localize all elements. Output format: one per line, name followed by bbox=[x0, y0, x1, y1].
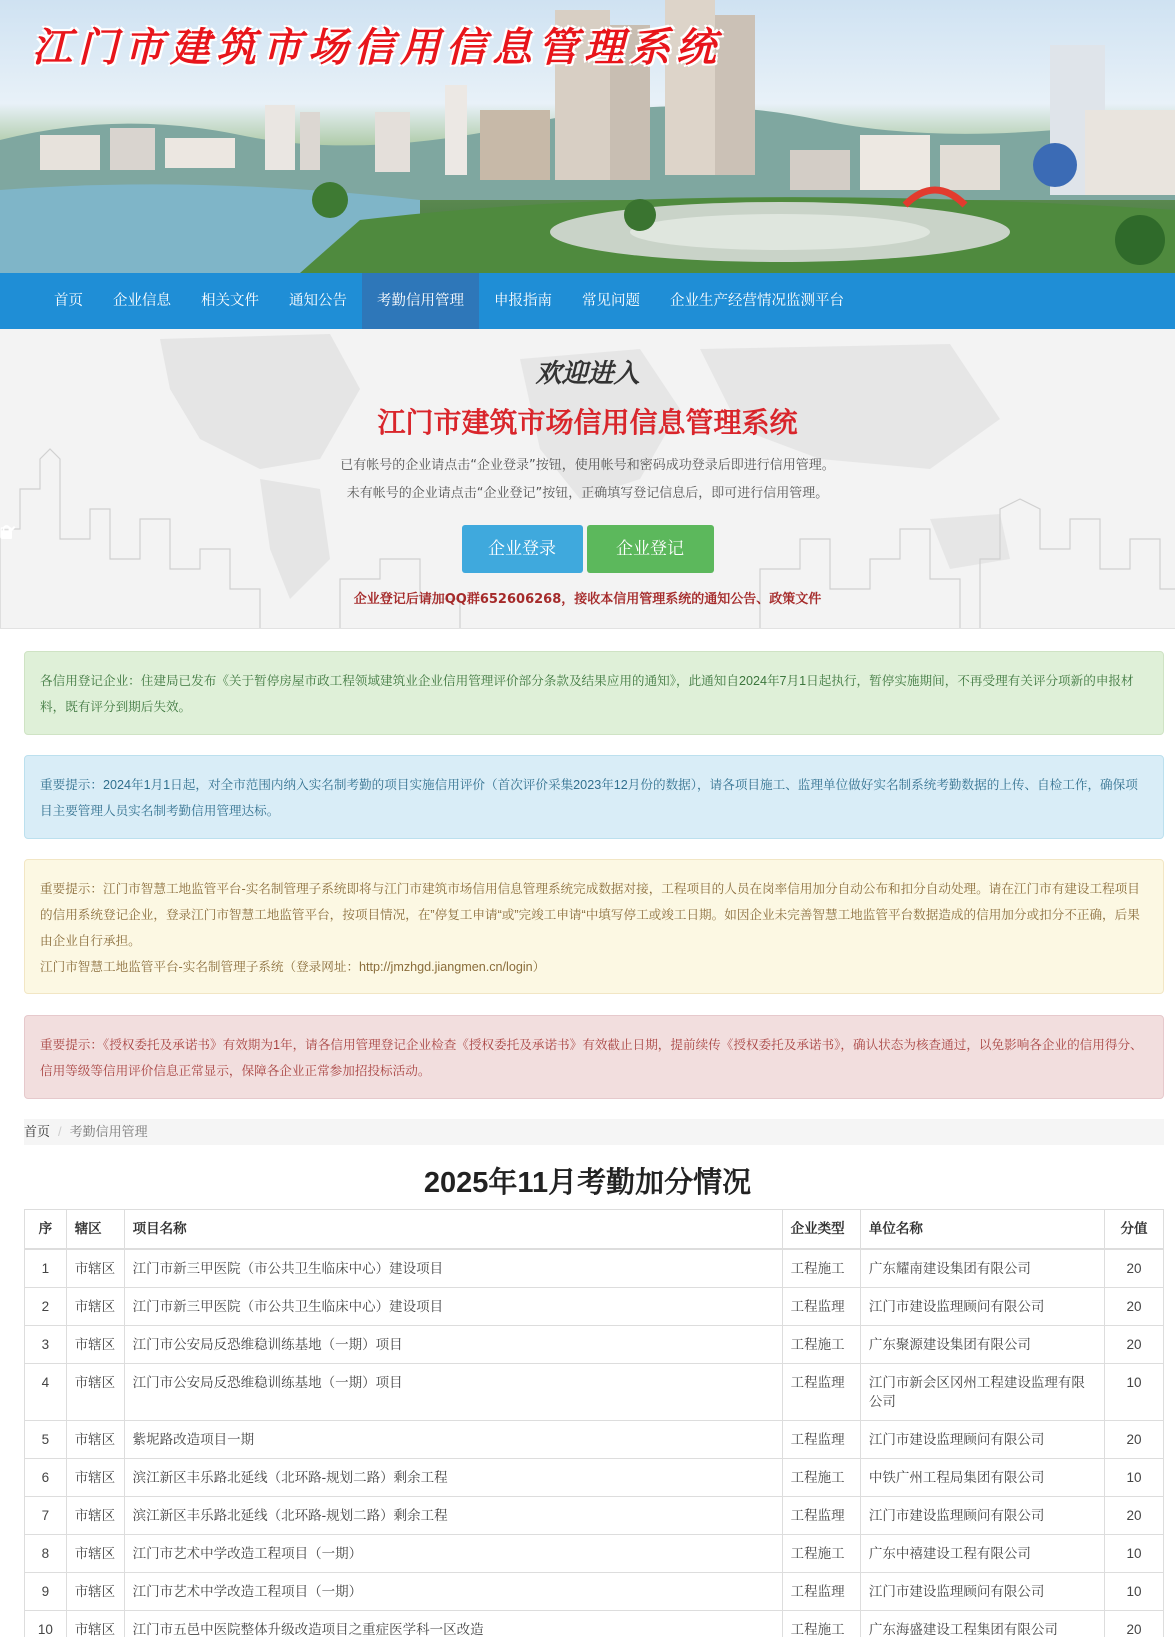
login-instruction: 已有帐号的企业请点击“企业登录”按钮，使用帐号和密码成功登录后即进行信用管理。 bbox=[340, 458, 835, 473]
col-header-score: 分值 bbox=[1104, 1210, 1163, 1250]
cell-score: 20 bbox=[1104, 1421, 1163, 1459]
col-header-company: 单位名称 bbox=[860, 1210, 1104, 1250]
cell-company: 广东海盛建设工程集团有限公司 bbox=[860, 1611, 1104, 1637]
cell-type: 工程施工 bbox=[782, 1611, 860, 1637]
cell-score: 20 bbox=[1104, 1611, 1163, 1637]
col-header-district: 辖区 bbox=[66, 1210, 124, 1250]
cell-district: 市辖区 bbox=[66, 1326, 124, 1364]
breadcrumb-separator: / bbox=[58, 1124, 62, 1139]
cell-company: 江门市建设监理顾问有限公司 bbox=[860, 1497, 1104, 1535]
cell-type: 工程监理 bbox=[782, 1573, 860, 1611]
cell-type: 工程监理 bbox=[782, 1364, 860, 1421]
table-row bbox=[25, 1611, 1164, 1637]
register-instruction: 未有帐号的企业请点击“企业登记”按钮，正确填写登记信息后，即可进行信用管理。 bbox=[346, 486, 829, 501]
cell-company: 江门市建设监理顾问有限公司 bbox=[860, 1573, 1104, 1611]
table-row bbox=[25, 1249, 1164, 1288]
enterprise-register-label: 企业登记 bbox=[616, 539, 684, 558]
cell-type: 工程监理 bbox=[782, 1421, 860, 1459]
cell-no: 9 bbox=[25, 1573, 67, 1611]
table-header-row bbox=[25, 1210, 1164, 1250]
main-nav bbox=[0, 273, 1175, 329]
table-row bbox=[25, 1535, 1164, 1573]
enterprise-login-button[interactable] bbox=[462, 525, 583, 573]
nav-item-home[interactable]: 首页 bbox=[54, 293, 83, 309]
cell-no: 4 bbox=[25, 1364, 67, 1421]
col-header-no: 序 bbox=[25, 1210, 67, 1250]
cell-project: 江门市公安局反恐维稳训练基地（一期）项目 bbox=[124, 1326, 782, 1364]
cell-type: 工程施工 bbox=[782, 1459, 860, 1497]
enterprise-login-label: 企业登录 bbox=[488, 539, 556, 558]
cell-score: 20 bbox=[1104, 1249, 1163, 1288]
table-row bbox=[25, 1421, 1164, 1459]
cell-no: 3 bbox=[25, 1326, 67, 1364]
cell-project: 江门市五邑中医院整体升级改造项目之重症医学科一区改造 bbox=[124, 1611, 782, 1637]
edit-icon bbox=[0, 525, 16, 540]
cell-company: 江门市建设监理顾问有限公司 bbox=[860, 1288, 1104, 1326]
qq-group-note: 企业登记后请加QQ群652606268，接收本信用管理系统的通知公告、政策文件 bbox=[353, 592, 822, 607]
nav-item-notices[interactable]: 通知公告 bbox=[289, 293, 347, 309]
nav-item-documents[interactable]: 相关文件 bbox=[201, 293, 259, 309]
smart-site-login-link[interactable]: 江门市智慧工地监管平台-实名制管理子系统（登录网址：http://jmzhgd.jiangmen.cn/login） bbox=[40, 960, 546, 974]
cell-district: 市辖区 bbox=[66, 1288, 124, 1326]
cell-district: 市辖区 bbox=[66, 1364, 124, 1421]
cell-no: 1 bbox=[25, 1249, 67, 1288]
col-header-type: 企业类型 bbox=[782, 1210, 860, 1250]
cell-company: 广东中禧建设工程有限公司 bbox=[860, 1535, 1104, 1573]
table-row bbox=[25, 1326, 1164, 1364]
cell-district: 市辖区 bbox=[66, 1497, 124, 1535]
table-row bbox=[25, 1497, 1164, 1535]
system-title: 江门市建筑市场信用信息管理系统 bbox=[377, 406, 798, 439]
cell-project: 江门市艺术中学改造工程项目（一期） bbox=[124, 1535, 782, 1573]
welcome-heading: 欢迎进入 bbox=[535, 359, 640, 389]
enterprise-register-button[interactable] bbox=[587, 525, 714, 573]
table-row bbox=[25, 1364, 1164, 1421]
cell-project: 江门市公安局反恐维稳训练基地（一期）项目 bbox=[124, 1364, 782, 1421]
cell-company: 广东聚源建设集团有限公司 bbox=[860, 1326, 1104, 1364]
alert-smart-site-integration bbox=[24, 859, 1164, 994]
table-row bbox=[25, 1288, 1164, 1326]
breadcrumb-home[interactable]: 首页 bbox=[24, 1124, 51, 1139]
cell-project: 江门市新三甲医院（市公共卫生临床中心）建设项目 bbox=[124, 1249, 782, 1288]
cell-district: 市辖区 bbox=[66, 1249, 124, 1288]
cell-project: 滨江新区丰乐路北延线（北环路-规划二路）剩余工程 bbox=[124, 1459, 782, 1497]
cell-project: 紫坭路改造项目一期 bbox=[124, 1421, 782, 1459]
cell-score: 10 bbox=[1104, 1535, 1163, 1573]
cell-district: 市辖区 bbox=[66, 1573, 124, 1611]
attendance-score-table bbox=[24, 1209, 1164, 1637]
page-title: 2025年11月考勤加分情况 bbox=[423, 1167, 752, 1199]
cell-project: 滨江新区丰乐路北延线（北环路-规划二路）剩余工程 bbox=[124, 1497, 782, 1535]
cell-type: 工程施工 bbox=[782, 1249, 860, 1288]
cell-company: 江门市建设监理顾问有限公司 bbox=[860, 1421, 1104, 1459]
cell-district: 市辖区 bbox=[66, 1421, 124, 1459]
cell-score: 20 bbox=[1104, 1288, 1163, 1326]
cell-no: 5 bbox=[25, 1421, 67, 1459]
auth-buttons bbox=[0, 525, 1175, 573]
cell-score: 10 bbox=[1104, 1364, 1163, 1421]
cell-no: 6 bbox=[25, 1459, 67, 1497]
alert-realname-attendance: 重要提示：2024年1月1日起，对全市范围内纳入实名制考勤的项目实施信用评价（首次评价采集2023年12月份的数据），请各项目施工、监理单位做好实名制系统考勤数据的上传、自检工作，确保项目主要管理人员实名制考勤信用管理达标。 bbox=[24, 755, 1164, 839]
nav-item-enterprise-info[interactable]: 企业信息 bbox=[113, 293, 171, 309]
alert-smart-site-text: 重要提示：江门市智慧工地监管平台-实名制管理子系统即将与江门市建筑市场信用信息管理系统完成数据对接，工程项目的人员在岗率信用加分自动公布和扣分自动处理。请在江门市有建设工程项目的信用系统登记企业，登录江门市智慧工地监管平台，按项目情况，在”停复工申请“或”完竣工申请“中填写停工或竣工日期。如因企业未完善智慧工地监管平台数据造成的信用加分或扣分不正确，后果由企业自行承担。 bbox=[40, 882, 1140, 948]
cell-company: 广东耀南建设集团有限公司 bbox=[860, 1249, 1104, 1288]
col-header-project: 项目名称 bbox=[124, 1210, 782, 1250]
cell-score: 10 bbox=[1104, 1573, 1163, 1611]
cell-company: 江门市新会区冈州工程建设监理有限公司 bbox=[860, 1364, 1104, 1421]
cell-type: 工程施工 bbox=[782, 1326, 860, 1364]
nav-item-monitoring-platform[interactable]: 企业生产经营情况监测平台 bbox=[670, 293, 844, 309]
cell-score: 20 bbox=[1104, 1497, 1163, 1535]
table-row bbox=[25, 1573, 1164, 1611]
cell-district: 市辖区 bbox=[66, 1459, 124, 1497]
cell-company: 中铁广州工程局集团有限公司 bbox=[860, 1459, 1104, 1497]
cell-type: 工程监理 bbox=[782, 1288, 860, 1326]
cell-type: 工程施工 bbox=[782, 1535, 860, 1573]
cell-district: 市辖区 bbox=[66, 1535, 124, 1573]
cell-no: 10 bbox=[25, 1611, 67, 1637]
table-row bbox=[25, 1459, 1164, 1497]
cell-no: 2 bbox=[25, 1288, 67, 1326]
cell-type: 工程监理 bbox=[782, 1497, 860, 1535]
cell-project: 江门市新三甲医院（市公共卫生临床中心）建设项目 bbox=[124, 1288, 782, 1326]
cell-district: 市辖区 bbox=[66, 1611, 124, 1637]
cell-no: 8 bbox=[25, 1535, 67, 1573]
breadcrumb-current: 考勤信用管理 bbox=[69, 1124, 148, 1139]
nav-item-attendance-credit[interactable]: 考勤信用管理 bbox=[362, 273, 479, 329]
cell-score: 20 bbox=[1104, 1326, 1163, 1364]
cell-score: 10 bbox=[1104, 1459, 1163, 1497]
nav-item-guide[interactable]: 申报指南 bbox=[494, 293, 552, 309]
breadcrumb bbox=[24, 1119, 1164, 1145]
alert-suspension-notice: 各信用登记企业：住建局已发布《关于暂停房屋市政工程领域建筑业企业信用管理评价部分条款及结果应用的通知》，此通知自2024年7月1日起执行，暂停实施期间，不再受理有关评分项新的申报材料，既有评分到期后失效。 bbox=[24, 651, 1164, 735]
nav-item-faq[interactable]: 常见问题 bbox=[582, 293, 640, 309]
alert-authorization-letter: 重要提示：《授权委托及承诺书》有效期为1年，请各信用管理登记企业检查《授权委托及承诺书》有效截止日期，提前续传《授权委托及承诺书》，确认状态为核查通过，以免影响各企业的信用得分、信用等级等信用评价信息正常显示，保障各企业正常参加招投标活动。 bbox=[24, 1015, 1164, 1099]
cell-project: 江门市艺术中学改造工程项目（一期） bbox=[124, 1573, 782, 1611]
header-banner bbox=[0, 0, 1175, 273]
site-title: 江门市建筑市场信用信息管理系统 bbox=[32, 24, 722, 71]
cell-no: 7 bbox=[25, 1497, 67, 1535]
welcome-hero bbox=[0, 329, 1175, 629]
